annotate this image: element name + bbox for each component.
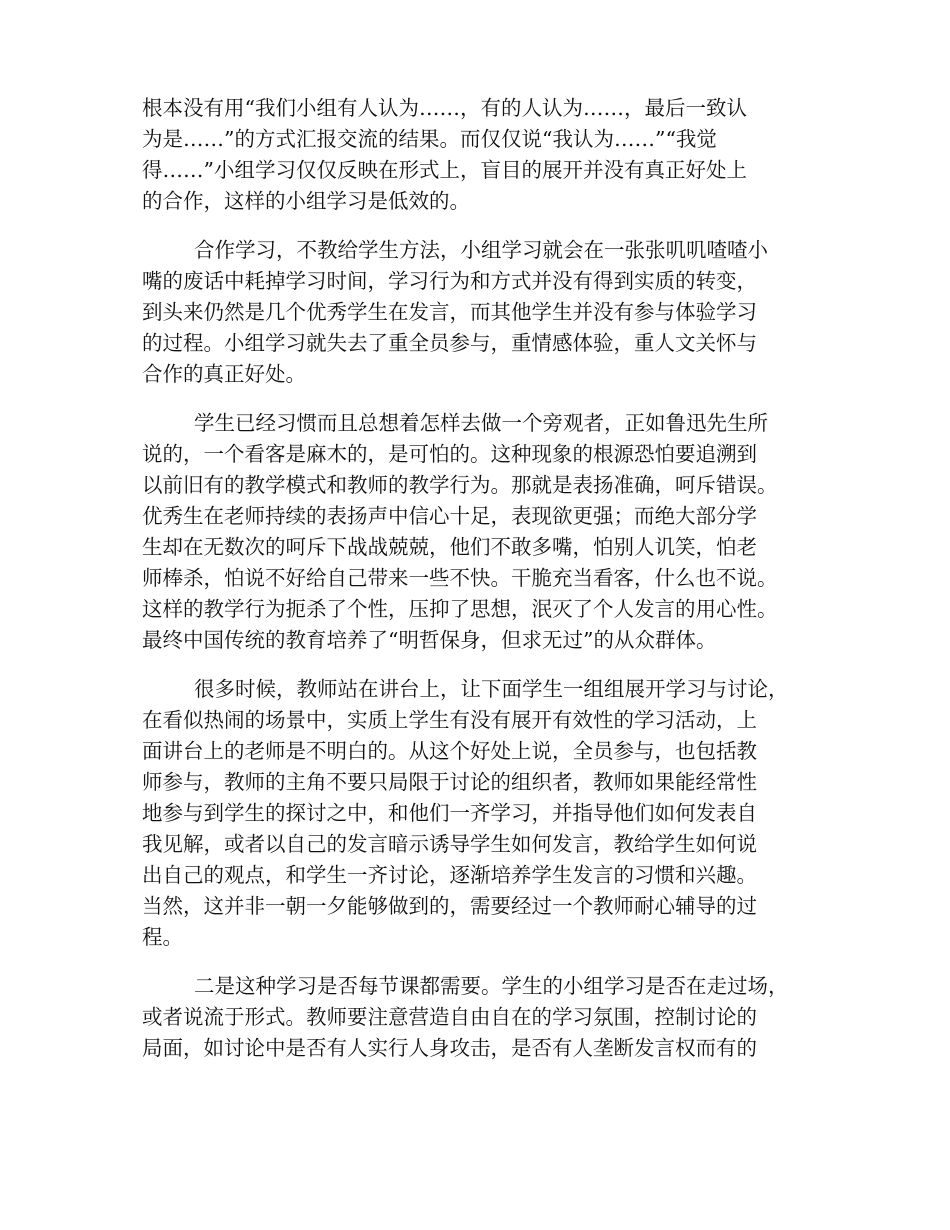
text-line: 当然，这并非一朝一夕能够做到的，需要经过一个教师耐心辅导的过: [142, 894, 757, 918]
text-line: 很多时候，教师站在讲台上，让下面学生一组组展开学习与讨论，: [194, 677, 789, 701]
document-body: [142, 93, 822, 1082]
text-line: 师棒杀，怕说不好给自己带来一些不快。干脆充当看客，什么也不说。: [142, 566, 778, 590]
text-line: 局面，如讨论中是否有人实行人身攻击，是否有人垄断发言权而有的: [142, 1036, 757, 1060]
text-line: 的合作，这样的小组学习是低效的。: [142, 189, 470, 213]
paragraph-4: [142, 674, 822, 953]
text-line: 优秀生在老师持续的表扬声中信心十足，表现欲更强；而绝大部分学: [142, 504, 757, 528]
text-line: 这样的教学行为扼杀了个性，压抑了思想，泯灭了个人发言的用心性。: [142, 597, 778, 621]
text-line: 学生已经习惯而且总想着怎样去做一个旁观者，正如鲁迅先生所: [194, 411, 768, 435]
paragraph-1: [142, 93, 822, 217]
text-line: 面讲台上的老师是不明白的。从这个好处上说，全员参与，也包括教: [142, 739, 757, 763]
text-line: 生却在无数次的呵斥下战战兢兢，他们不敢多嘴，怕别人讥笑，怕老: [142, 535, 757, 559]
text-line: 出自己的观点，和学生一齐讨论，逐渐培养学生发言的习惯和兴趣。: [142, 863, 757, 887]
text-line: 嘴的废话中耗掉学习时间，学习行为和方式并没有得到实质的转变，: [142, 269, 757, 293]
paragraph-5: [142, 971, 822, 1064]
text-line: 到头来仍然是几个优秀学生在发言，而其他学生并没有参与体验学习: [142, 300, 757, 324]
text-line: 程。: [142, 925, 183, 949]
text-line: 合作学习，不教给学生方法，小组学习就会在一张张叽叽喳喳小: [194, 238, 768, 262]
text-line: 在看似热闹的场景中，实质上学生有没有展开有效性的学习活动，上: [142, 708, 757, 732]
text-line: 为是……”的方式汇报交流的结果。而仅仅说“我认为……”“我觉: [142, 127, 717, 151]
text-line: 得……”小组学习仅仅反映在形式上，盲目的展开并没有真正好处上: [142, 158, 747, 182]
text-line: 师参与，教师的主角不要只局限于讨论的组织者，教师如果能经常性: [142, 770, 757, 794]
text-line: 根本没有用“我们小组有人认为……，有的人认为……，最后一致认: [142, 96, 747, 120]
paragraph-3: [142, 408, 822, 656]
text-line: 的过程。小组学习就失去了重全员参与，重情感体验，重人文关怀与: [142, 331, 757, 355]
text-line: 我见解，或者以自己的发言暗示诱导学生如何发言，教给学生如何说: [142, 832, 757, 856]
text-line: 地参与到学生的探讨之中，和他们一齐学习，并指导他们如何发表自: [142, 801, 757, 825]
text-line: 说的，一个看客是麻木的，是可怕的。这种现象的根源恐怕要追溯到: [142, 442, 757, 466]
text-line: 以前旧有的教学模式和教师的教学行为。那就是表扬准确，呵斥错误。: [142, 473, 778, 497]
text-line: 合作的真正好处。: [142, 362, 306, 386]
text-line: 最终中国传统的教育培养了“明哲保身，但求无过”的从众群体。: [142, 628, 717, 652]
paragraph-2: [142, 235, 822, 390]
text-line: 或者说流于形式。教师要注意营造自由自在的学习氛围，控制讨论的: [142, 1005, 757, 1029]
text-line: 二是这种学习是否每节课都需要。学生的小组学习是否在走过场，: [194, 974, 789, 998]
